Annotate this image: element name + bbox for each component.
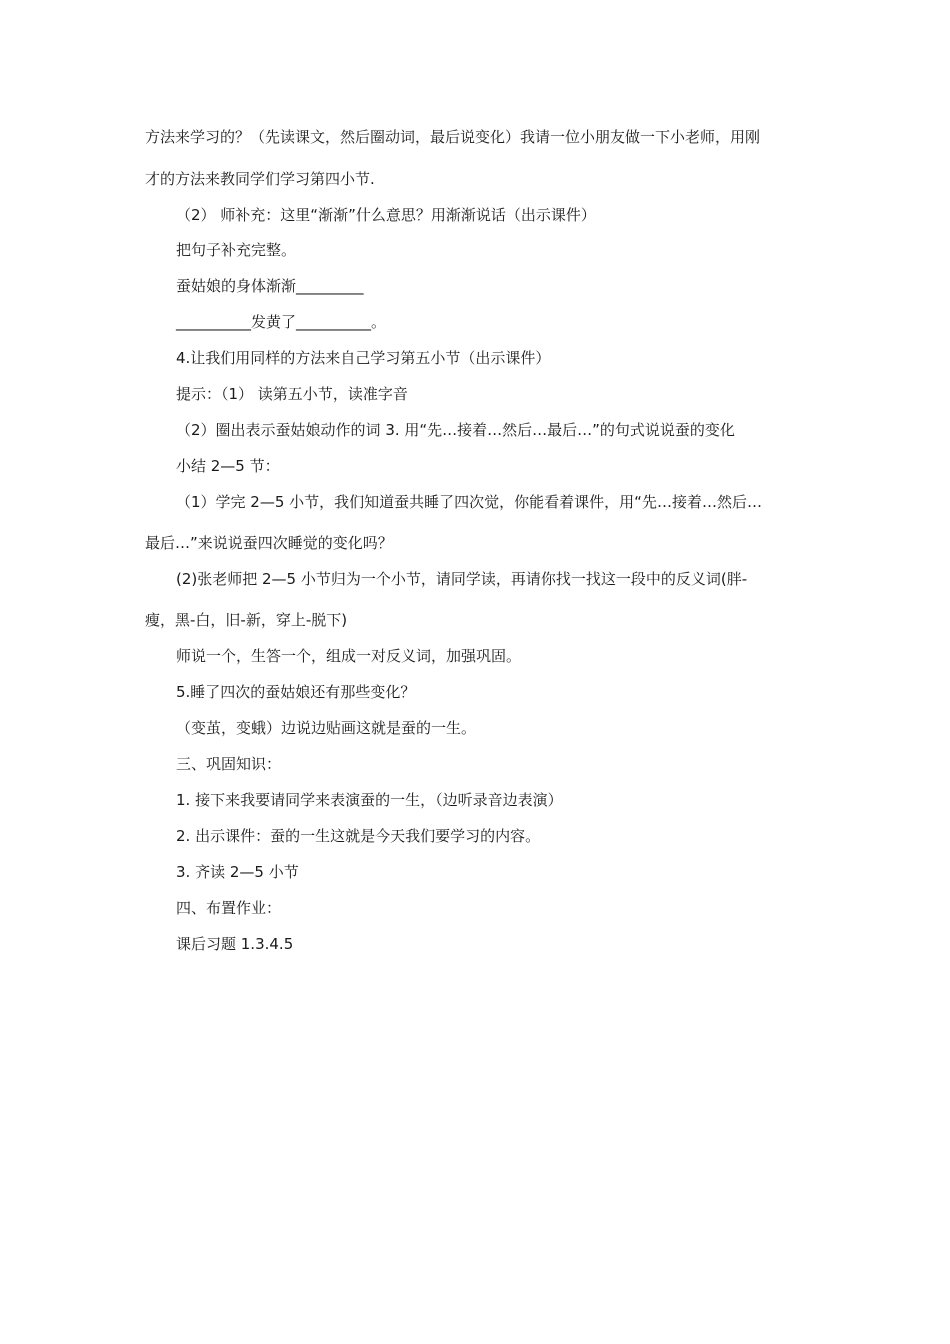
text-line: （2）圈出表示蚕姑娘动作的词 3. 用“先…接着…然后…最后…”的句式说说蚕的变化 bbox=[176, 421, 735, 439]
text-line: （2） 师补充：这里“渐渐”什么意思？用渐渐说话（出示课件） bbox=[176, 206, 596, 224]
text-line: 蚕姑娘的身体渐渐_________ bbox=[176, 277, 364, 295]
text-line: 把句子补充完整。 bbox=[176, 241, 297, 259]
text-line: 提示：（1） 读第五小节，读准字音 bbox=[176, 385, 408, 403]
text-line: 2. 出示课件：蚕的一生这就是今天我们要学习的内容。 bbox=[176, 827, 541, 845]
section-heading: 四、布置作业： bbox=[176, 899, 282, 917]
text-line: 最后…”来说说蚕四次睡觉的变化吗？ bbox=[145, 534, 393, 552]
section-heading: 三、巩固知识： bbox=[176, 755, 282, 773]
text-line: 课后习题 1.3.4.5 bbox=[176, 935, 294, 953]
text-line: 3. 齐读 2—5 小节 bbox=[176, 863, 299, 881]
text-line: （变茧，变蛾）边说边贴画这就是蚕的一生。 bbox=[176, 719, 477, 737]
text-line: 5.睡了四次的蚕姑娘还有那些变化？ bbox=[176, 683, 416, 701]
text-line: 才的方法来教同学们学习第四小节. bbox=[145, 170, 375, 188]
text-line: （1）学完 2—5 小节，我们知道蚕共睡了四次觉，你能看着课件，用“先…接着…然后… bbox=[176, 493, 762, 511]
text-line: 瘦，黑-白，旧-新，穿上-脱下) bbox=[145, 611, 348, 629]
text-line: 方法来学习的？（先读课文，然后圈动词，最后说变化）我请一位小朋友做一下小老师，用刚 bbox=[145, 128, 761, 146]
text-line: 1. 接下来我要请同学来表演蚕的一生，（边听录音边表演） bbox=[176, 791, 563, 809]
text-line: 4.让我们用同样的方法来自己学习第五小节（出示课件） bbox=[176, 349, 551, 367]
text-line: 师说一个，生答一个，组成一对反义词，加强巩固。 bbox=[176, 647, 522, 665]
text-line: (2)张老师把 2—5 小节归为一个小节，请同学读，再请你找一找这一段中的反义词(胖- bbox=[176, 570, 748, 588]
text-line: 小结 2—5 节： bbox=[176, 457, 280, 475]
text-line: __________发黄了__________。 bbox=[176, 313, 387, 331]
